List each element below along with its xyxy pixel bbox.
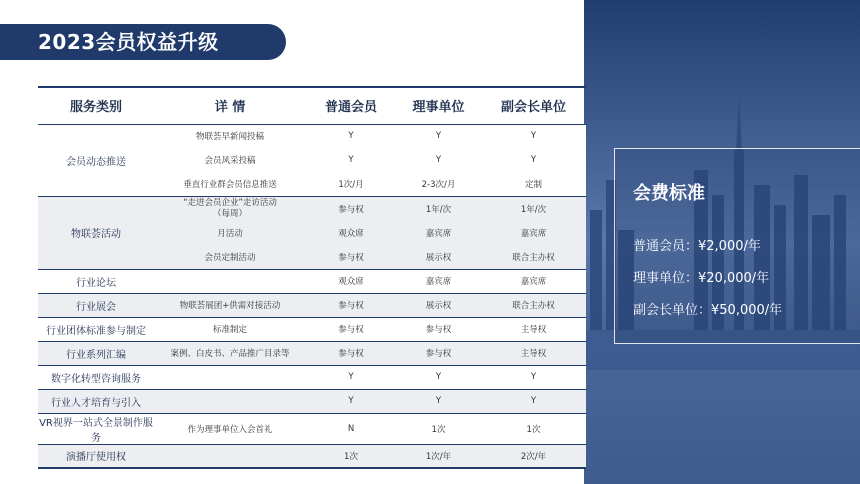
header-council: 理事单位 (396, 87, 481, 124)
table-row (38, 293, 586, 317)
table-row (38, 341, 586, 365)
row-vice: 联合主办权 (481, 293, 586, 317)
header-vice: 副会长单位 (481, 87, 586, 124)
row-detail: 标准制定 (154, 317, 306, 341)
row-ordinary: 观众席 (306, 269, 396, 293)
row-category: 物联荟活动 (38, 196, 154, 269)
row-category: 行业团体标准参与制定 (38, 317, 154, 341)
row-council: 展示权 (396, 293, 481, 317)
row-category: 会员动态推送 (38, 124, 154, 196)
header-category: 服务类别 (38, 87, 154, 124)
row-vice: 联合主办权 (481, 245, 586, 269)
row-ordinary: Y (306, 148, 396, 172)
row-category: 演播厅使用权 (38, 444, 154, 468)
page-title: 2023会员权益升级 (38, 30, 219, 54)
row-vice: Y (481, 148, 586, 172)
table-row (38, 444, 586, 468)
row-council: 1年/次 (396, 196, 481, 221)
row-vice: Y (481, 389, 586, 413)
row-vice: 嘉宾席 (481, 269, 586, 293)
row-detail: 会员定制活动 (154, 245, 306, 269)
benefits-table (38, 86, 586, 469)
row-ordinary: N (306, 413, 396, 444)
table-header-row (38, 87, 586, 124)
row-category: 行业人才培育与引入 (38, 389, 154, 413)
row-ordinary: Y (306, 365, 396, 389)
title-banner (0, 24, 286, 60)
row-council: 嘉宾席 (396, 221, 481, 245)
row-detail (154, 444, 306, 468)
row-detail: 物联荟早新闻投稿 (154, 124, 306, 148)
header-detail: 详 情 (154, 87, 306, 124)
row-detail: 会员风采投稿 (154, 148, 306, 172)
row-council: 展示权 (396, 245, 481, 269)
row-vice: 1次 (481, 413, 586, 444)
row-detail (154, 269, 306, 293)
row-category: 行业论坛 (38, 269, 154, 293)
row-council: 嘉宾席 (396, 269, 481, 293)
row-detail: 月活动 (154, 221, 306, 245)
fee-council: 理事单位：¥20,000/年 (633, 271, 770, 286)
row-vice: Y (481, 365, 586, 389)
row-detail (154, 196, 306, 221)
row-ordinary: Y (306, 124, 396, 148)
row-council: 参与权 (396, 317, 481, 341)
row-category: 行业展会 (38, 293, 154, 317)
row-council: Y (396, 148, 481, 172)
fee-standard-panel (614, 148, 860, 344)
table-row (38, 124, 586, 148)
row-detail: 垂直行业群会员信息推送 (154, 172, 306, 196)
row-vice: 1年/次 (481, 196, 586, 221)
row-council: Y (396, 124, 481, 148)
table-row (38, 196, 586, 221)
row-vice: 嘉宾席 (481, 221, 586, 245)
table-row (38, 365, 586, 389)
fee-title: 会费标准 (633, 183, 705, 204)
table-row (38, 269, 586, 293)
fee-vice: 副会长单位：¥50,000/年 (633, 303, 783, 318)
table-row (38, 317, 586, 341)
row-detail-line2: （每周） (212, 208, 247, 219)
row-council: 2-3次/月 (396, 172, 481, 196)
row-detail: 物联荟展团+供需对接活动 (154, 293, 306, 317)
fee-ordinary: 普通会员：¥2,000/年 (633, 239, 761, 254)
row-council: 1次 (396, 413, 481, 444)
row-ordinary: 1次 (306, 444, 396, 468)
row-council: 1次/年 (396, 444, 481, 468)
row-ordinary: 参与权 (306, 293, 396, 317)
table-row (38, 389, 586, 413)
row-vice: Y (481, 124, 586, 148)
row-ordinary: 参与权 (306, 341, 396, 365)
row-detail (154, 389, 306, 413)
row-detail-line1: “走进会员企业”走访活动 (183, 197, 277, 208)
row-ordinary: 参与权 (306, 317, 396, 341)
row-category: VR视界一站式全景制作服务 (38, 413, 154, 444)
row-ordinary: 参与权 (306, 196, 396, 221)
row-vice: 2次/年 (481, 444, 586, 468)
row-category: 数字化转型咨询服务 (38, 365, 154, 389)
row-category: 行业系列汇编 (38, 341, 154, 365)
row-council: Y (396, 365, 481, 389)
row-vice: 主导权 (481, 317, 586, 341)
row-vice: 定制 (481, 172, 586, 196)
row-council: 参与权 (396, 341, 481, 365)
row-detail: 作为理事单位入会首礼 (154, 413, 306, 444)
row-vice: 主导权 (481, 341, 586, 365)
row-ordinary: 观众席 (306, 221, 396, 245)
header-ordinary: 普通会员 (306, 87, 396, 124)
row-ordinary: 参与权 (306, 245, 396, 269)
row-council: Y (396, 389, 481, 413)
row-ordinary: 1次/月 (306, 172, 396, 196)
row-ordinary: Y (306, 389, 396, 413)
row-detail: 案例、白皮书、产品推广目录等 (154, 341, 306, 365)
row-detail (154, 365, 306, 389)
table-row (38, 413, 586, 444)
